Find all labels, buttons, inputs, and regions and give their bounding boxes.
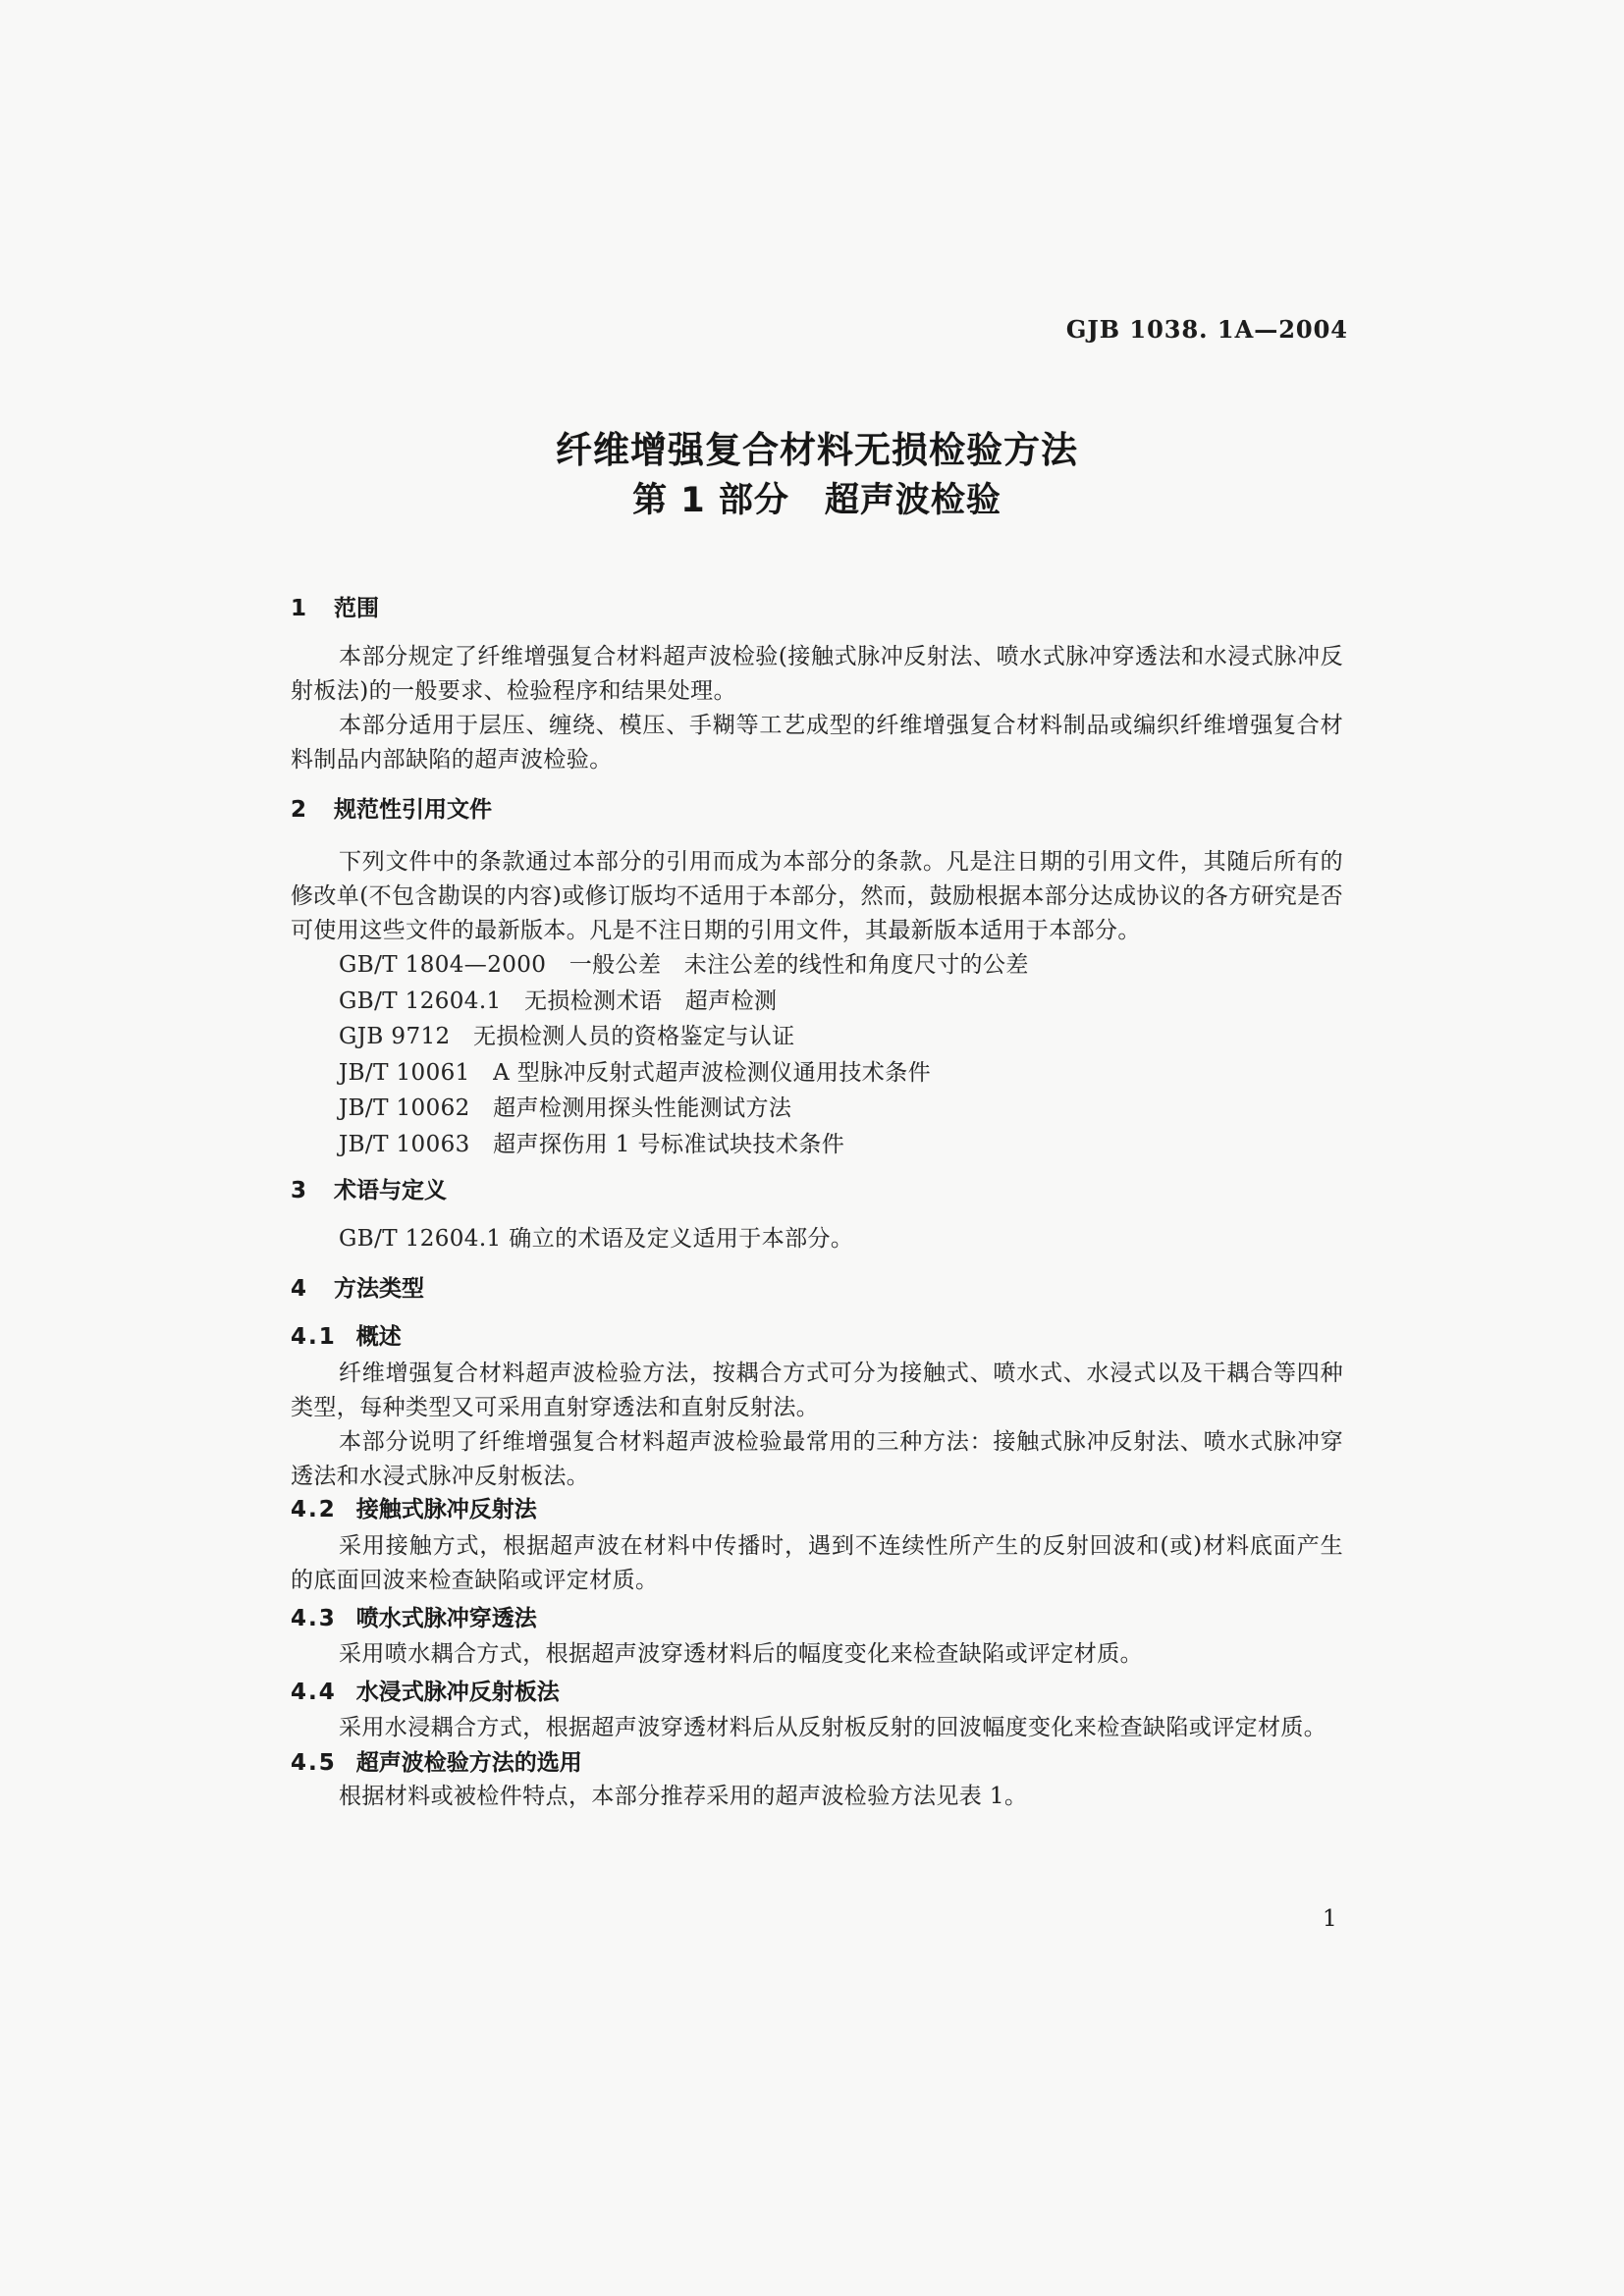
paragraph: 本部分适用于层压、缠绕、模压、手糊等工艺成型的纤维增强复合材料制品或编织纤维增强复合材料制品内部缺陷的超声波检验。	[291, 713, 1343, 773]
reference-item: GB/T 1804—2000 一般公差 未注公差的线性和角度尺寸的公差	[339, 952, 1029, 978]
reference-item: JB/T 10063 超声探伤用 1 号标准试块技术条件	[339, 1131, 845, 1157]
paragraph: 纤维增强复合材料超声波检验方法，按耦合方式可分为接触式、喷水式、水浸式以及干耦合等四种类型，每种类型又可采用直射穿透法和直射反射法。	[291, 1361, 1343, 1420]
section-title: 规范性引用文件	[334, 797, 493, 823]
section-number: 4	[291, 1276, 309, 1302]
section-4-5-body	[291, 1780, 1343, 1814]
section-title: 概述	[355, 1324, 402, 1350]
section-4-1-body	[291, 1357, 1343, 1494]
section-heading-4-2	[291, 1496, 1343, 1523]
reference-item: GJB 9712 无损检测人员的资格鉴定与认证	[339, 1024, 795, 1049]
paragraph: GB/T 12604.1 确立的术语及定义适用于本部分。	[339, 1226, 854, 1252]
section-title: 术语与定义	[334, 1178, 448, 1203]
section-heading-4-1	[291, 1323, 1343, 1351]
section-number: 4.3	[291, 1606, 337, 1631]
section-title: 接触式脉冲反射法	[355, 1497, 537, 1522]
document-title-line2: 第 1 部分 超声波检验	[632, 481, 1001, 520]
page-number: 1	[1323, 1906, 1337, 1932]
section-4-2-body	[291, 1529, 1343, 1598]
section-title: 方法类型	[334, 1276, 425, 1302]
paragraph: 根据材料或被检件特点，本部分推荐采用的超声波检验方法见表 1。	[339, 1784, 1028, 1809]
reference-item: GB/T 12604.1 无损检测术语 超声检测	[339, 988, 778, 1014]
section-heading-4-4	[291, 1679, 1343, 1706]
section-heading-2	[291, 796, 1343, 824]
reference-item: JB/T 10062 超声检测用探头性能测试方法	[339, 1095, 792, 1121]
section-number: 2	[291, 797, 309, 823]
paragraph: 本部分说明了纤维增强复合材料超声波检验最常用的三种方法：接触式脉冲反射法、喷水式脉冲穿透法和水浸式脉冲反射板法。	[291, 1429, 1343, 1489]
paragraph: 采用水浸耦合方式，根据超声波穿透材料后从反射板反射的回波幅度变化来检查缺陷或评定材质。	[339, 1715, 1327, 1740]
reference-list	[291, 947, 1343, 1162]
reference-item: JB/T 10061 A 型脉冲反射式超声波检测仪通用技术条件	[339, 1059, 932, 1086]
section-heading-1	[291, 595, 1343, 622]
paragraph: 采用喷水耦合方式，根据超声波穿透材料后的幅度变化来检查缺陷或评定材质。	[339, 1641, 1143, 1667]
section-number: 3	[291, 1178, 309, 1203]
section-number: 4.2	[291, 1497, 337, 1522]
section-1-body	[291, 640, 1343, 777]
section-number: 4.5	[291, 1750, 337, 1776]
document-title-line1: 纤维增强复合材料无损检验方法	[556, 429, 1078, 471]
section-number: 4.1	[291, 1324, 337, 1350]
standard-code: GJB 1038. 1A—2004	[1065, 315, 1348, 344]
section-title: 水浸式脉冲反射板法	[355, 1680, 560, 1705]
paragraph: 采用接触方式，根据超声波在材料中传播时，遇到不连续性所产生的反射回波和(或)材料底面产生的底面回波来检查缺陷或评定材质。	[291, 1533, 1343, 1593]
section-3-body	[291, 1222, 1343, 1256]
section-4-4-body	[291, 1711, 1343, 1745]
section-title: 喷水式脉冲穿透法	[355, 1606, 537, 1631]
section-heading-4-3	[291, 1605, 1343, 1632]
paragraph: 下列文件中的条款通过本部分的引用而成为本部分的条款。凡是注日期的引用文件，其随后所有的修改单(不包含勘误的内容)或修订版均不适用于本部分，然而，鼓励根据本部分达成协议的各方研究是否可使用这些文件的最新版本。凡是不注日期的引用文件，其最新版本适用于本部分。	[291, 849, 1343, 943]
section-heading-4	[291, 1275, 1343, 1303]
section-2-body	[291, 845, 1343, 948]
section-number: 4.4	[291, 1680, 337, 1705]
section-heading-3	[291, 1177, 1343, 1204]
paragraph: 本部分规定了纤维增强复合材料超声波检验(接触式脉冲反射法、喷水式脉冲穿透法和水浸式脉冲反射板法)的一般要求、检验程序和结果处理。	[291, 644, 1343, 704]
section-heading-4-5	[291, 1749, 1343, 1777]
section-title: 超声波检验方法的选用	[355, 1750, 582, 1776]
section-title: 范围	[334, 596, 380, 621]
section-number: 1	[291, 596, 309, 621]
section-4-3-body	[291, 1637, 1343, 1672]
